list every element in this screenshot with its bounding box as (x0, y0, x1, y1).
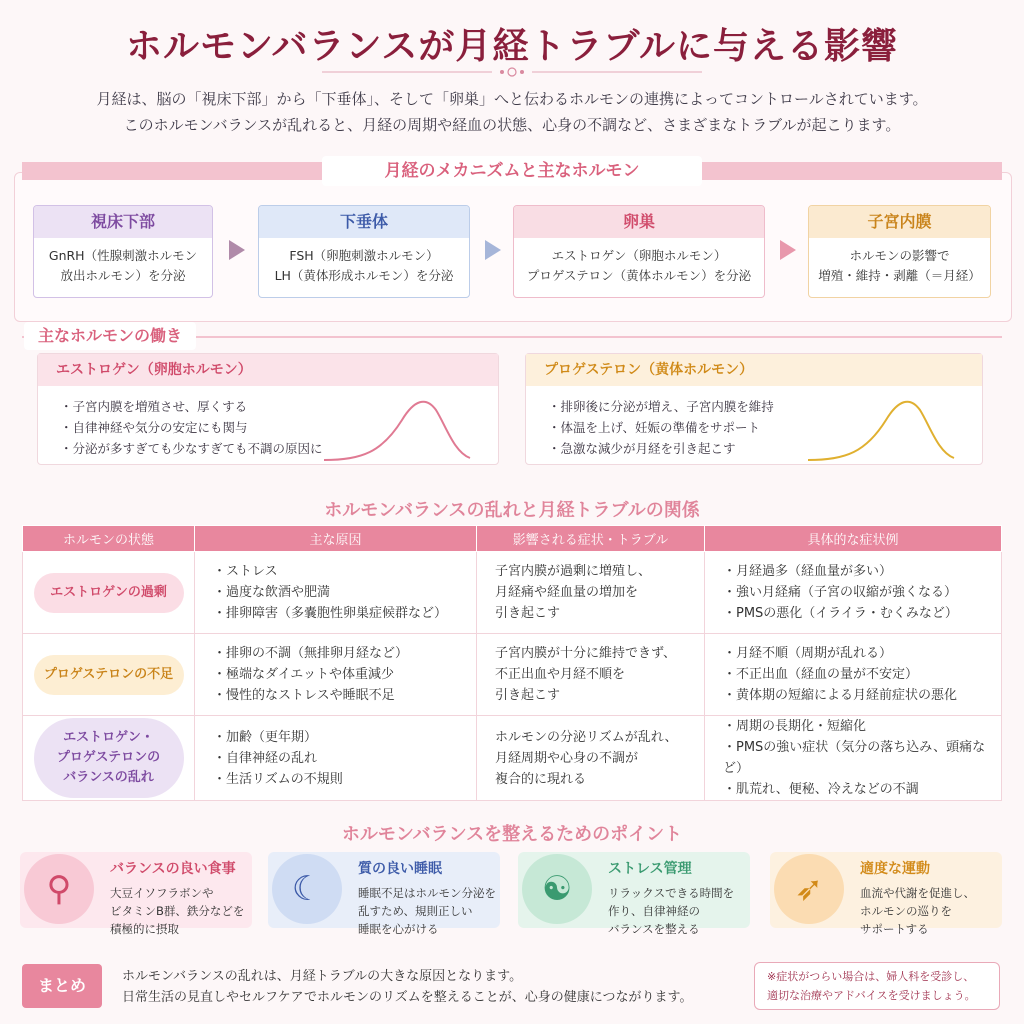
consult-note (754, 962, 1000, 1010)
mechanism-step-line: ホルモンの影響で (849, 248, 950, 263)
relation-table (22, 525, 1002, 801)
effects-cell (477, 716, 705, 801)
care-point-line: 血流や代謝を促進し、 (860, 886, 975, 900)
care-point-desc (110, 884, 244, 938)
examples-item: ・肌荒れ、便秘、冷えなどの不調 (723, 782, 919, 797)
effects-item: 引き起こす (495, 688, 561, 703)
causes-list (213, 643, 476, 706)
state-pill-line: バランスの乱れ (63, 770, 154, 785)
examples-item: ・PMSの強い症状（気分の落ち込み、頭痛など） (723, 740, 986, 776)
examples-item: ・月経過多（経血量が多い） (723, 564, 893, 579)
hormone-curve-icon (322, 390, 472, 462)
note-line: 適切な治療やアドバイスを受けましょう。 (767, 989, 976, 1002)
mechanism-step (808, 205, 991, 298)
effects-item: 子宮内膜が十分に維持できず、 (495, 646, 676, 661)
care-point (20, 846, 256, 936)
care-point-line: 作り、自律神経の (608, 904, 700, 918)
examples-cell (705, 634, 1002, 716)
care-point-desc (358, 884, 496, 938)
care-point-line: 乱すため、規則正しい (358, 904, 473, 918)
causes-item: ・排卵の不調（無排卵月経など） (213, 646, 409, 661)
header-example: 具体的な症状例 (705, 526, 1002, 552)
table-row (23, 634, 1002, 716)
care-point (770, 846, 1006, 936)
examples-cell (705, 716, 1002, 801)
mechanism-title: 月経のメカニズムと主なホルモン (322, 156, 702, 186)
care-point-line: リラックスできる時間を (608, 886, 735, 900)
arrow-right-icon (780, 240, 796, 260)
summary-line: 日常生活の見直しやセルフケアでホルモンのリズムを整えることが、心身の健康につながります。 (122, 990, 693, 1005)
effects-item: 子宮内膜が過剰に増殖し、 (495, 564, 652, 579)
examples-item: ・強い月経痛（子宮の収縮が強くなる） (723, 585, 958, 600)
hormone-role-item: ・自律神経や気分の安定にも関与 (60, 420, 248, 435)
summary-text (122, 966, 692, 1008)
examples-list (723, 716, 1001, 800)
care-point-line: 大豆イソフラボンや (110, 886, 214, 900)
points-title: ホルモンバランスを整えるためのポイント (341, 824, 683, 845)
hormone-role-card (37, 353, 499, 465)
hormone-role-card (525, 353, 983, 465)
header-cause: 主な原因 (195, 526, 477, 552)
effects-item: ホルモンの分泌リズムが乱れ、 (495, 729, 678, 745)
care-point-line: サポートする (860, 922, 929, 936)
note-line: ※症状がつらい場合は、婦人科を受診し、 (767, 970, 975, 983)
hormone-role-name: プロゲステロン（黄体ホルモン） (526, 354, 982, 386)
hormone-role-item: ・体温を上げ、妊娠の準備をサポート (548, 420, 761, 435)
examples-item: ・黄体期の短縮による月経前症状の悪化 (723, 688, 958, 703)
care-point (518, 846, 754, 936)
examples-item: ・周期の長期化・短縮化 (723, 719, 867, 734)
hormone-curve-icon (806, 390, 956, 462)
causes-item: ・ストレス (213, 564, 278, 579)
causes-item: ・加齢（更年期） (213, 729, 318, 745)
mechanism-step-name: 子宮内膜 (809, 206, 990, 238)
examples-list (723, 561, 1001, 624)
mechanism-step-line: エストロゲン（卵胞ホルモン） (551, 248, 727, 263)
care-point-name: ストレス管理 (608, 861, 692, 877)
summary-label: まとめ (22, 964, 102, 1008)
care-point-line: バランスを整える (608, 922, 700, 936)
mechanism-step (33, 205, 213, 298)
effects-item: 月経周期や心身の不調が (495, 750, 639, 766)
table-row (23, 552, 1002, 634)
state-cell (23, 716, 195, 801)
effects-item: 複合的に現れる (495, 771, 587, 787)
meal-icon: ⚲ (24, 854, 94, 924)
header-state: ホルモンの状態 (23, 526, 195, 552)
state-cell (23, 552, 195, 634)
care-point-line: 睡眠を心がける (358, 922, 439, 936)
care-point-line: ビタミンB群、鉄分などを (110, 904, 245, 918)
mechanism-step-line: FSH（卵胞刺激ホルモン） (289, 248, 439, 263)
mechanism-step-line: GnRH（性腺刺激ホルモン (48, 248, 198, 263)
mechanism-step (258, 205, 470, 298)
effects-item: 不正出血や月経不順を (495, 667, 626, 682)
summary-line: ホルモンバランスの乱れは、月経トラブルの大きな原因となります。 (122, 969, 523, 984)
mechanism-step-desc (809, 238, 990, 286)
page-title: ホルモンバランスが月経トラブルに与える影響 (126, 25, 898, 67)
state-pill: エストロゲンの過剰 (34, 573, 184, 613)
effects-cell (477, 552, 705, 634)
hormone-role-item: ・急激な減少が月経を引き起こす (548, 441, 736, 456)
care-point-line: ホルモンの巡りを (860, 904, 952, 918)
causes-cell (195, 634, 477, 716)
examples-item: ・PMSの悪化（イライラ・むくみなど） (723, 606, 958, 621)
mechanism-step-name: 下垂体 (259, 206, 469, 238)
effects-list (495, 643, 704, 706)
mechanism-step-desc (514, 238, 764, 286)
mechanism-step-line: 増殖・維持・剥離（＝月経） (818, 268, 981, 283)
relation-title: ホルモンバランスの乱れと月経トラブルの関係 (324, 500, 700, 521)
care-point-line: 睡眠不足はホルモン分泌を (358, 886, 496, 900)
mechanism-step-line: LH（黄体形成ホルモン）を分泌 (274, 268, 454, 283)
care-point-desc (608, 884, 734, 938)
effects-cell (477, 634, 705, 716)
mechanism-step-desc (34, 238, 212, 286)
state-pill-line: エストロゲン・ (63, 730, 154, 745)
arrow-right-icon (229, 240, 245, 260)
effects-list (495, 561, 704, 624)
care-point-name: バランスの良い食事 (110, 861, 236, 877)
moon-icon: ☾ (272, 854, 342, 924)
intro-line: 月経は、脳の「視床下部」から「下垂体」、そして「卵巣」へと伝わるホルモンの連携によってコントロールされています。 (96, 90, 928, 108)
causes-item: ・生活リズムの不規則 (213, 771, 343, 787)
causes-item: ・過度な飲酒や肥満 (213, 585, 331, 600)
table-row (23, 716, 1002, 801)
causes-cell (195, 716, 477, 801)
hormone-role-item: ・子宮内膜を増殖させ、厚くする (60, 399, 248, 414)
runner-icon: ➶ (774, 854, 844, 924)
state-pill (34, 718, 184, 798)
care-point-desc (860, 884, 975, 938)
state-pill-line: プロゲステロンの (56, 750, 161, 765)
table-header-row (23, 526, 1002, 552)
meditation-icon: ☯ (522, 854, 592, 924)
intro-text (20, 86, 1004, 138)
causes-item: ・排卵障害（多嚢胞性卵巣症候群など） (213, 606, 448, 621)
mechanism-step (513, 205, 765, 298)
care-point-name: 質の良い睡眠 (358, 861, 442, 877)
mechanism-step-name: 卵巣 (514, 206, 764, 238)
hormone-role-name: エストロゲン（卵胞ホルモン） (38, 354, 498, 386)
mechanism-step-desc (259, 238, 469, 286)
care-point (268, 846, 504, 936)
roles-title: 主なホルモンの働き (24, 322, 196, 350)
examples-item: ・月経不順（周期が乱れる） (723, 646, 893, 661)
causes-list (213, 727, 476, 790)
mechanism-step-line: プロゲステロン（黄体ホルモン）を分泌 (526, 268, 752, 283)
state-cell (23, 634, 195, 716)
causes-item: ・慢性的なストレスや睡眠不足 (213, 688, 395, 703)
mechanism-step-line: 放出ホルモン）を分泌 (60, 268, 186, 283)
intro-line: このホルモンバランスが乱れると、月経の周期や経血の状態、心身の不調など、さまざまなトラブルが起こります。 (123, 116, 901, 134)
state-pill: プロゲステロンの不足 (34, 655, 184, 695)
mechanism-step-name: 視床下部 (34, 206, 212, 238)
header-effect: 影響される症状・トラブル (477, 526, 705, 552)
effects-item: 引き起こす (495, 606, 561, 621)
causes-list (213, 561, 476, 624)
effects-item: 月経痛や経血量の増加を (495, 585, 639, 600)
examples-list (723, 643, 1001, 706)
causes-cell (195, 552, 477, 634)
effects-list (495, 727, 704, 790)
care-point-line: 積極的に摂取 (110, 922, 179, 936)
title-ornament (312, 64, 712, 80)
examples-item: ・不正出血（経血の量が不安定） (723, 667, 919, 682)
examples-cell (705, 552, 1002, 634)
hormone-role-item: ・排卵後に分泌が増え、子宮内膜を維持 (548, 399, 774, 414)
care-point-name: 適度な運動 (860, 861, 930, 877)
causes-item: ・極端なダイエットや体重減少 (213, 667, 394, 682)
arrow-right-icon (485, 240, 501, 260)
hormone-role-item: ・分泌が多すぎても少なすぎても不調の原因に (60, 441, 323, 456)
causes-item: ・自律神経の乱れ (213, 750, 318, 766)
